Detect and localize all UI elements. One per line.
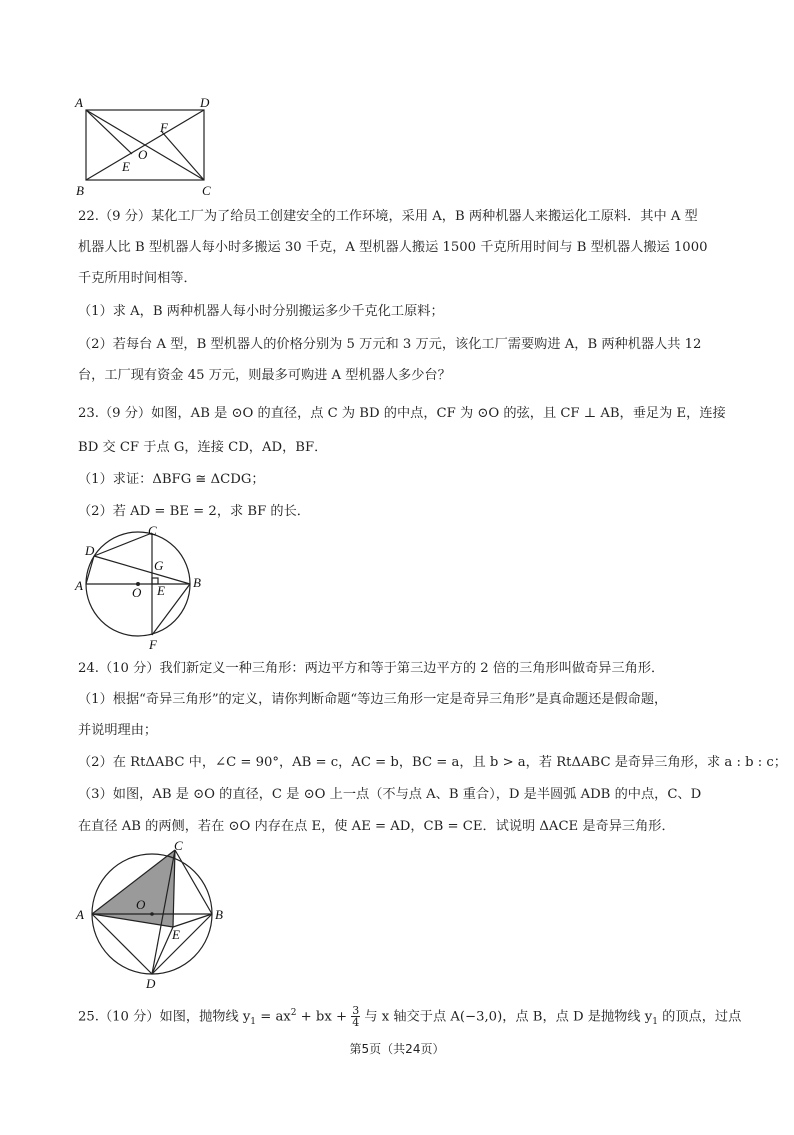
q25-mid: = ax bbox=[256, 1009, 291, 1025]
label-O: O bbox=[132, 585, 142, 600]
q25-mid2: + bx + bbox=[296, 1009, 352, 1025]
q25-sub-1: 1 bbox=[250, 1017, 257, 1028]
label-D: D bbox=[200, 95, 210, 110]
q24-part1b: 并说明理由； bbox=[78, 723, 158, 738]
label-D: D bbox=[85, 543, 95, 558]
q24-part1a: （1）根据“奇异三角形”的定义，请你判断命题“等边三角形一定是奇异三角形”是真命题还是假命题， bbox=[78, 692, 668, 707]
q24-line1: 24.（10 分）我们新定义一种三角形：两边平方和等于第三边平方的 2 倍的三角形叫做奇异三角形． bbox=[78, 661, 665, 676]
label-E: E bbox=[122, 159, 130, 174]
q25-frac-num: 3 bbox=[352, 1004, 360, 1018]
q25-rest: 与 x 轴交于点 A(−3,0)，点 B，点 D 是抛物线 y bbox=[360, 1009, 653, 1025]
page-footer: 第5页（共24页） bbox=[349, 1042, 445, 1056]
label-E: E bbox=[157, 583, 165, 598]
q25-sub-1b: 1 bbox=[652, 1017, 658, 1028]
figure-circle-1 bbox=[72, 522, 212, 652]
q22-line3: 千克所用时间相等． bbox=[78, 271, 197, 286]
label-C: C bbox=[174, 838, 183, 853]
q24-part2: （2）在 RtΔABC 中，∠C = 90°，AB = c，AC = b，BC = a，且 b > a，若 RtΔABC 是奇异三角形，求 a : b : c； bbox=[78, 755, 787, 770]
q23-part1: （1）求证：ΔBFG ≅ ΔCDG； bbox=[78, 472, 265, 487]
label-F: F bbox=[149, 637, 157, 652]
q23-line2: BD 交 CF 于点 G，连接 CD，AD，BF． bbox=[78, 440, 328, 455]
label-B: B bbox=[215, 907, 223, 922]
figure-circle-2 bbox=[72, 838, 232, 990]
q25-end: 的顶点，过点 bbox=[657, 1009, 742, 1025]
label-O: O bbox=[138, 147, 148, 162]
q23-line1: 23.（9 分）如图，AB 是 ⊙O 的直径，点 C 为 BD 的中点，CF 为 ⊙O 的弦，且 CF ⊥ AB，垂足为 E，连接 bbox=[78, 406, 726, 421]
q25-sup-2: 2 bbox=[290, 1008, 297, 1018]
figure-rectangle bbox=[72, 92, 222, 200]
label-O: O bbox=[136, 897, 146, 912]
q23-part2: （2）若 AD = BE = 2，求 BF 的长． bbox=[78, 504, 310, 519]
label-C: C bbox=[202, 183, 211, 198]
q25-line1 bbox=[78, 1000, 742, 1035]
label-A: A bbox=[75, 578, 83, 593]
q22-part2a: （2）若每台 A 型，B 型机器人的价格分别为 5 万元和 3 万元，该化工厂需要购进 A，B 两种机器人共 12 bbox=[78, 337, 702, 352]
q25-prefix: 25.（10 分）如图，抛物线 y bbox=[78, 1009, 251, 1025]
label-C: C bbox=[148, 523, 157, 538]
label-B: B bbox=[76, 183, 84, 198]
q24-part3b: 在直径 AB 的两侧，若在 ⊙O 内存在点 E，使 AE = AD，CB = CE．试说明 ΔACE 是奇异三角形． bbox=[78, 819, 675, 834]
label-A: A bbox=[75, 95, 83, 110]
label-E: E bbox=[172, 927, 180, 942]
q22-line2: 机器人比 B 型机器人每小时多搬运 30 千克，A 型机器人搬运 1500 千克所用时间与 B 型机器人搬运 1000 bbox=[78, 240, 708, 255]
label-F: F bbox=[160, 120, 168, 135]
label-G: G bbox=[154, 558, 164, 573]
q22-line1: 22.（9 分）某化工厂为了给员工创建安全的工作环境，采用 A，B 两种机器人来搬运化工原料．其中 A 型 bbox=[78, 209, 698, 224]
q22-part1: （1）求 A，B 两种机器人每小时分别搬运多少千克化工原料； bbox=[78, 304, 444, 319]
q22-part2b: 台，工厂现有资金 45 万元，则最多可购进 A 型机器人多少台？ bbox=[78, 368, 451, 383]
label-D: D bbox=[146, 976, 156, 990]
label-B: B bbox=[193, 575, 201, 590]
q25-frac-den: 4 bbox=[352, 1016, 360, 1030]
label-A: A bbox=[76, 907, 84, 922]
q24-part3a: （3）如图，AB 是 ⊙O 的直径，C 是 ⊙O 上一点（不与点 A、B 重合），D 是半圆弧 ADB 的中点，C、D bbox=[78, 787, 702, 802]
q25-fraction bbox=[351, 1005, 360, 1028]
